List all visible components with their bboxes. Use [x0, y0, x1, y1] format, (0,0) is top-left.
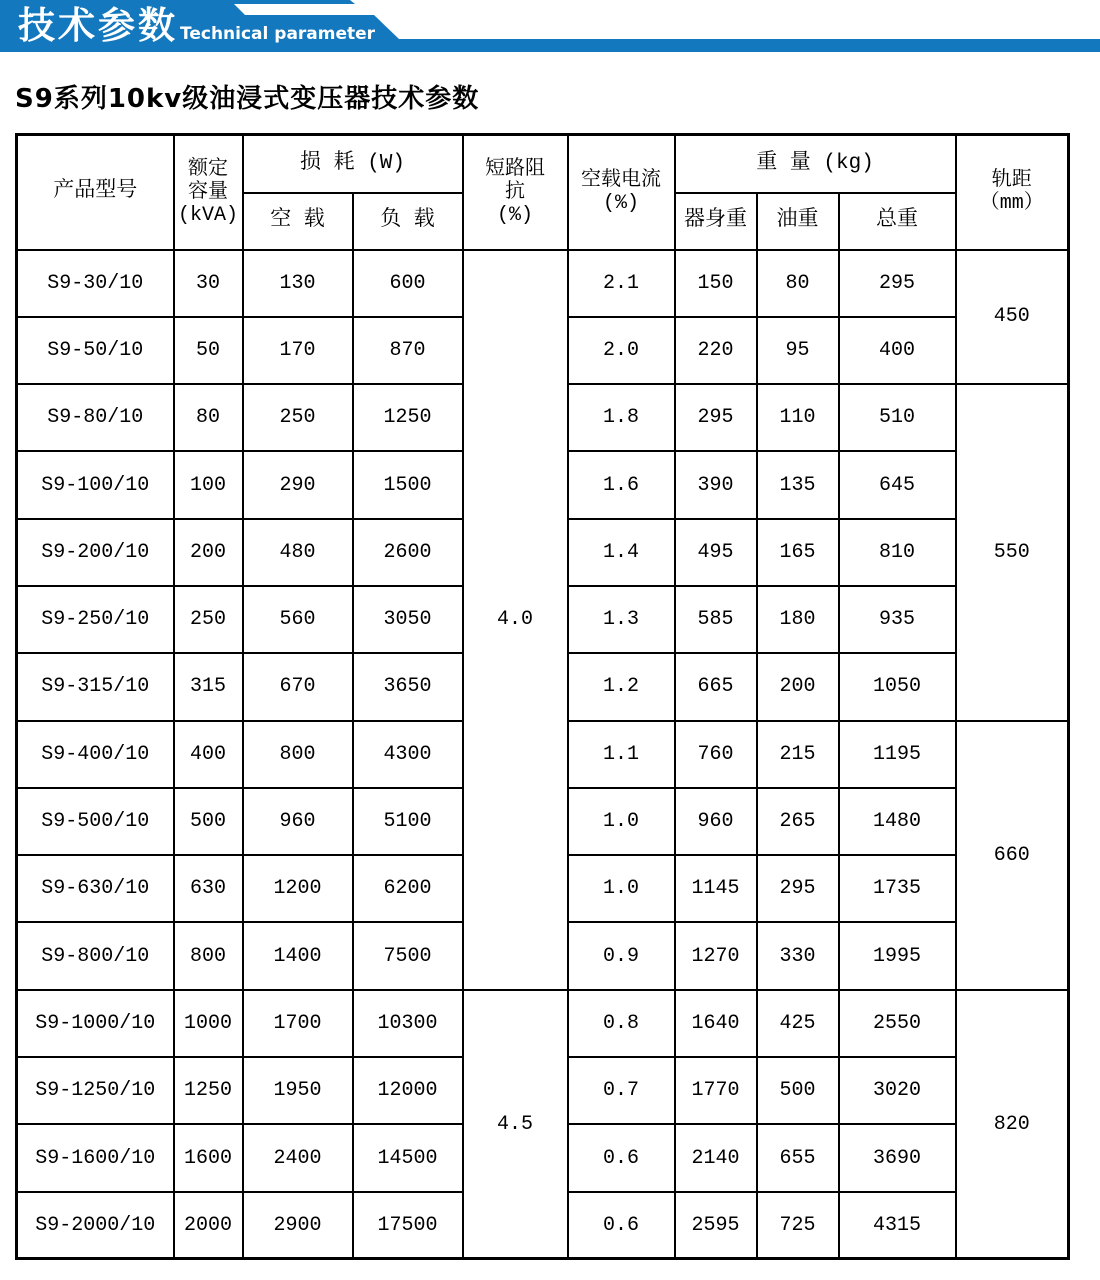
cell-no-load-current: 1.6 — [568, 451, 675, 518]
cell-no-load-loss: 800 — [243, 721, 353, 788]
cell-model: S9-500/10 — [17, 788, 174, 855]
cell-capacity: 100 — [174, 451, 243, 518]
cell-model: S9-50/10 — [17, 317, 174, 384]
cell-body-weight: 1770 — [675, 1057, 757, 1124]
banner-title: 技术参数 — [18, 4, 178, 47]
header-weight: 重 量 (kg) — [675, 135, 956, 193]
cell-load-loss: 5100 — [353, 788, 463, 855]
cell-model: S9-1000/10 — [17, 990, 174, 1057]
cell-total-weight: 4315 — [839, 1192, 956, 1259]
cell-total-weight: 645 — [839, 451, 956, 518]
cell-body-weight: 1270 — [675, 922, 757, 989]
cell-model: S9-80/10 — [17, 384, 174, 451]
cell-capacity: 1250 — [174, 1057, 243, 1124]
cell-load-loss: 12000 — [353, 1057, 463, 1124]
cell-body-weight: 585 — [675, 586, 757, 653]
cell-body-weight: 760 — [675, 721, 757, 788]
header-loss: 损 耗 (W) — [243, 135, 463, 193]
cell-body-weight: 2595 — [675, 1192, 757, 1259]
cell-load-loss: 600 — [353, 250, 463, 317]
cell-model: S9-30/10 — [17, 250, 174, 317]
cell-total-weight: 1735 — [839, 855, 956, 922]
cell-total-weight: 810 — [839, 519, 956, 586]
cell-body-weight: 295 — [675, 384, 757, 451]
cell-no-load-current: 1.2 — [568, 653, 675, 720]
cell-no-load-current: 2.1 — [568, 250, 675, 317]
header-gauge-unit: （mm） — [979, 192, 1044, 216]
cell-capacity: 1000 — [174, 990, 243, 1057]
header-rated-capacity-unit: (kVA) — [177, 203, 238, 227]
cell-capacity: 500 — [174, 788, 243, 855]
cell-oil-weight: 110 — [757, 384, 839, 451]
cell-total-weight: 510 — [839, 384, 956, 451]
cell-oil-weight: 295 — [757, 855, 839, 922]
cell-no-load-loss: 1950 — [243, 1057, 353, 1124]
header-row-1 — [17, 135, 1069, 193]
cell-load-loss: 870 — [353, 317, 463, 384]
cell-total-weight: 295 — [839, 250, 956, 317]
cell-body-weight: 2140 — [675, 1124, 757, 1191]
cell-capacity: 315 — [174, 653, 243, 720]
cell-capacity: 200 — [174, 519, 243, 586]
banner-subtitle: Technical parameter — [180, 24, 376, 44]
table-body — [17, 250, 1069, 1259]
cell-total-weight: 2550 — [839, 990, 956, 1057]
header-weight-oil: 油重 — [757, 193, 839, 250]
cell-no-load-loss: 1400 — [243, 922, 353, 989]
cell-no-load-current: 1.8 — [568, 384, 675, 451]
table-row — [17, 990, 1069, 1057]
cell-no-load-current: 1.0 — [568, 855, 675, 922]
cell-load-loss: 1500 — [353, 451, 463, 518]
cell-no-load-loss: 960 — [243, 788, 353, 855]
cell-no-load-current: 1.1 — [568, 721, 675, 788]
cell-capacity: 80 — [174, 384, 243, 451]
cell-load-loss: 17500 — [353, 1192, 463, 1259]
cell-oil-weight: 95 — [757, 317, 839, 384]
cell-oil-weight: 725 — [757, 1192, 839, 1259]
header-loss-no-load: 空 载 — [243, 193, 353, 250]
cell-model: S9-2000/10 — [17, 1192, 174, 1259]
cell-oil-weight: 215 — [757, 721, 839, 788]
header-no-load-current — [568, 135, 675, 250]
cell-load-loss: 6200 — [353, 855, 463, 922]
cell-capacity: 250 — [174, 586, 243, 653]
table-row — [17, 250, 1069, 317]
cell-capacity: 400 — [174, 721, 243, 788]
cell-total-weight: 3690 — [839, 1124, 956, 1191]
page-title: S9系列10kv级油浸式变压器技术参数 — [15, 84, 480, 114]
cell-oil-weight: 330 — [757, 922, 839, 989]
spec-table — [15, 133, 1070, 1260]
cell-no-load-current: 1.4 — [568, 519, 675, 586]
cell-load-loss: 1250 — [353, 384, 463, 451]
cell-no-load-current: 1.0 — [568, 788, 675, 855]
cell-capacity: 30 — [174, 250, 243, 317]
cell-oil-weight: 165 — [757, 519, 839, 586]
cell-model: S9-1250/10 — [17, 1057, 174, 1124]
header-impedance — [463, 135, 568, 250]
cell-body-weight: 1145 — [675, 855, 757, 922]
cell-body-weight: 665 — [675, 653, 757, 720]
cell-body-weight: 495 — [675, 519, 757, 586]
header-impedance-unit: (%) — [497, 203, 534, 227]
cell-capacity: 2000 — [174, 1192, 243, 1259]
cell-model: S9-1600/10 — [17, 1124, 174, 1191]
cell-model: S9-800/10 — [17, 922, 174, 989]
header-rated-capacity — [174, 135, 243, 250]
cell-model: S9-100/10 — [17, 451, 174, 518]
cell-no-load-current: 0.6 — [568, 1192, 675, 1259]
cell-total-weight: 1480 — [839, 788, 956, 855]
cell-load-loss: 14500 — [353, 1124, 463, 1191]
cell-total-weight: 1195 — [839, 721, 956, 788]
header-product-model: 产品型号 — [17, 135, 174, 250]
cell-body-weight: 1640 — [675, 990, 757, 1057]
cell-capacity: 1600 — [174, 1124, 243, 1191]
cell-no-load-loss: 1700 — [243, 990, 353, 1057]
cell-capacity: 50 — [174, 317, 243, 384]
header-impedance-line1: 短路阻 — [485, 157, 546, 181]
cell-oil-weight: 80 — [757, 250, 839, 317]
cell-gauge-merged: 820 — [956, 990, 1069, 1259]
cell-body-weight: 960 — [675, 788, 757, 855]
cell-no-load-loss: 480 — [243, 519, 353, 586]
cell-model: S9-400/10 — [17, 721, 174, 788]
cell-total-weight: 935 — [839, 586, 956, 653]
header-no-load-current-unit: (%) — [603, 192, 640, 216]
header-weight-body: 器身重 — [675, 193, 757, 250]
cell-no-load-loss: 1200 — [243, 855, 353, 922]
cell-gauge-merged: 660 — [956, 721, 1069, 990]
cell-no-load-current: 0.9 — [568, 922, 675, 989]
header-gauge — [956, 135, 1069, 250]
cell-no-load-loss: 2400 — [243, 1124, 353, 1191]
cell-oil-weight: 135 — [757, 451, 839, 518]
header-loss-load: 负 载 — [353, 193, 463, 250]
cell-load-loss: 7500 — [353, 922, 463, 989]
cell-oil-weight: 265 — [757, 788, 839, 855]
table-header — [17, 135, 1069, 250]
cell-load-loss: 10300 — [353, 990, 463, 1057]
cell-capacity: 630 — [174, 855, 243, 922]
cell-oil-weight: 500 — [757, 1057, 839, 1124]
cell-no-load-loss: 560 — [243, 586, 353, 653]
cell-impedance-merged: 4.0 — [463, 250, 568, 990]
cell-total-weight: 3020 — [839, 1057, 956, 1124]
cell-no-load-loss: 290 — [243, 451, 353, 518]
cell-no-load-current: 0.6 — [568, 1124, 675, 1191]
header-weight-total: 总重 — [839, 193, 956, 250]
cell-gauge-merged: 450 — [956, 250, 1069, 385]
cell-load-loss: 4300 — [353, 721, 463, 788]
header-no-load-current-line1: 空载电流 — [581, 169, 662, 193]
cell-total-weight: 1050 — [839, 653, 956, 720]
header-rated-capacity-line2: 容量 — [188, 180, 228, 204]
cell-no-load-current: 0.7 — [568, 1057, 675, 1124]
cell-model: S9-200/10 — [17, 519, 174, 586]
cell-no-load-current: 0.8 — [568, 990, 675, 1057]
cell-body-weight: 220 — [675, 317, 757, 384]
header-gauge-line1: 轨距 — [991, 169, 1032, 193]
cell-impedance-merged: 4.5 — [463, 990, 568, 1259]
cell-oil-weight: 180 — [757, 586, 839, 653]
cell-oil-weight: 655 — [757, 1124, 839, 1191]
cell-model: S9-630/10 — [17, 855, 174, 922]
cell-body-weight: 150 — [675, 250, 757, 317]
header-impedance-line2: 抗 — [505, 180, 526, 204]
cell-model: S9-315/10 — [17, 653, 174, 720]
cell-model: S9-250/10 — [17, 586, 174, 653]
cell-gauge-merged: 550 — [956, 384, 1069, 720]
cell-load-loss: 3050 — [353, 586, 463, 653]
banner — [0, 0, 1100, 52]
cell-no-load-current: 2.0 — [568, 317, 675, 384]
cell-no-load-loss: 250 — [243, 384, 353, 451]
cell-body-weight: 390 — [675, 451, 757, 518]
cell-oil-weight: 425 — [757, 990, 839, 1057]
cell-total-weight: 400 — [839, 317, 956, 384]
cell-total-weight: 1995 — [839, 922, 956, 989]
header-rated-capacity-line1: 额定 — [188, 157, 228, 181]
cell-no-load-loss: 170 — [243, 317, 353, 384]
cell-no-load-current: 1.3 — [568, 586, 675, 653]
cell-load-loss: 2600 — [353, 519, 463, 586]
cell-no-load-loss: 670 — [243, 653, 353, 720]
cell-capacity: 800 — [174, 922, 243, 989]
cell-load-loss: 3650 — [353, 653, 463, 720]
cell-no-load-loss: 2900 — [243, 1192, 353, 1259]
cell-no-load-loss: 130 — [243, 250, 353, 317]
cell-oil-weight: 200 — [757, 653, 839, 720]
